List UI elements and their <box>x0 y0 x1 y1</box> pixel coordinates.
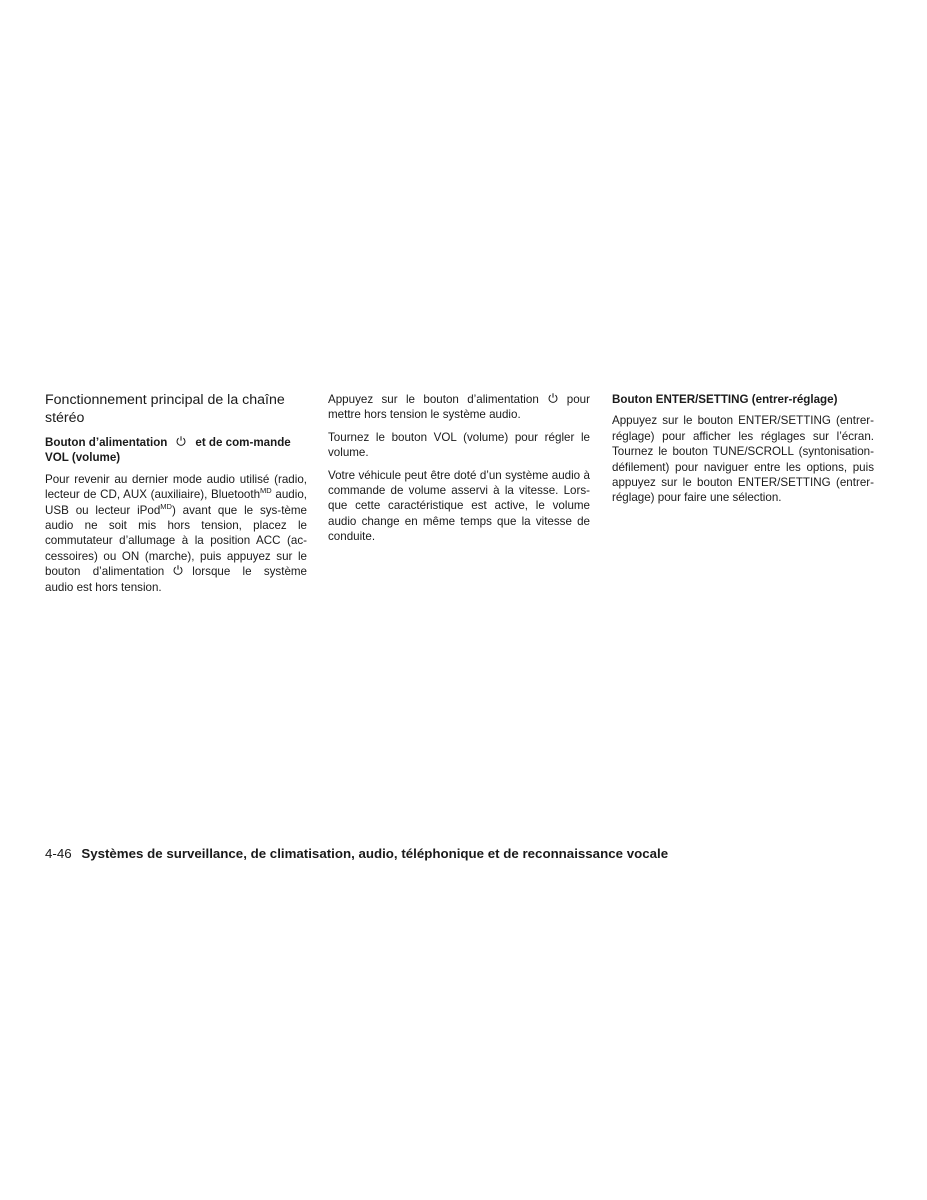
power-icon <box>547 392 559 404</box>
subheading-power-vol <box>45 435 307 466</box>
paragraph-last-audio-mode <box>45 472 307 595</box>
power-icon <box>175 435 187 447</box>
column-2 <box>328 392 590 552</box>
column-1 <box>45 392 307 602</box>
paragraph-volume: Tournez le bouton VOL (volume) pour régler le volume. <box>328 430 590 460</box>
trademark-sup: MD <box>160 501 172 511</box>
paragraph-speed-volume: Votre véhicule peut être doté d’un système audio à commande de volume asservi à la vitesse. Lors-que cette caractéristique est active, le volume audio change en même temps que la vitesse de conduite. <box>328 468 590 544</box>
section-title: Fonctionnement principal de la chaîne stéréo <box>45 392 285 426</box>
text-run: ) avant que le sys-tème audio ne soit mis hors tension, placez le commutateur d’allumage à la position ACC (ac-cessoires) ou ON (marche), puis appuyez sur le bouton d’alimentation <box>45 503 307 579</box>
paragraph-power-off <box>328 392 590 423</box>
paragraph-enter-setting: Appuyez sur le bouton ENTER/SETTING (entrer-réglage) pour afficher les réglages sur l’écran. Tournez le bouton TUNE/SCROLL (syntonisation-défilement) pour naviguer entre les options, puis appuyez sur le bouton ENTER/SETTING (entrer-réglage) pour faire une sélection. <box>612 414 874 505</box>
power-icon <box>172 564 184 576</box>
trademark-sup: MD <box>260 486 272 496</box>
column-3 <box>612 392 874 513</box>
page-footer <box>45 846 668 861</box>
text-run: Appuyez sur le bouton d’alimentation <box>328 393 539 406</box>
text-run: Pour revenir au dernier mode audio utilisé (radio, lecteur de CD, AUX (auxiliaire), Bluetooth <box>45 472 307 502</box>
subheading-part-b: et de com-mande VOL (volume) <box>45 436 291 465</box>
subheading-enter-setting: Bouton ENTER/SETTING (entrer-réglage) <box>612 393 838 406</box>
text-run: audio, USB ou lecteur iPod <box>45 488 308 517</box>
subheading-part-a: Bouton d’alimentation <box>45 436 168 449</box>
chapter-title: Systèmes de surveillance, de climatisation, audio, téléphonique et de reconnaissance vocale <box>81 846 669 861</box>
text-run: lorsque le système audio est hors tension. <box>45 565 307 594</box>
page-number: 4-46 <box>45 846 72 861</box>
text-run: pour mettre hors tension le système audio. <box>328 393 590 422</box>
